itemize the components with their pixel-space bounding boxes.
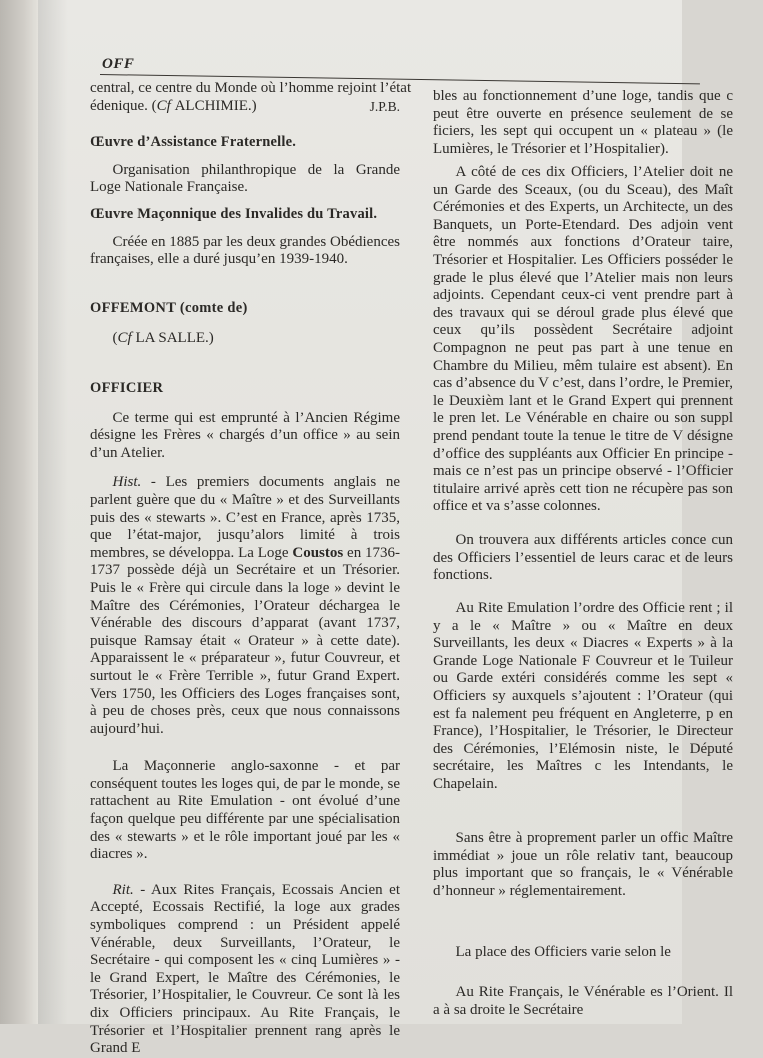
entry-text: Organisation philanthropique de la Grande Loge Nationale Française. bbox=[90, 161, 400, 196]
entry-text: Créée en 1885 par les deux grandes Obédiences françaises, elle a duré jusqu’en 1939-1940. bbox=[90, 233, 400, 268]
cf-abbrev: Cf bbox=[117, 329, 132, 346]
running-head: OFF bbox=[102, 56, 135, 72]
rit-label: Rit. bbox=[112, 881, 134, 898]
author-signature: J.P.B. bbox=[369, 98, 400, 114]
officier-rites: Rit. - Aux Rites Français, Ecossais Ancien et Accepté, Ecossais Rectifié, la loge aux grades symboliques comprend : un Président appelé Vénérable, deux Surveillants, l’Orateur, le Secrétaire - qui composent les « cinq Lumières » - le Grand Expert, le Maître des Cérémonies, le Trésorier, l’Hospitalier, le Couvreur. Ce sont là les dix Officiers principaux. Au Rite Français, le Trésorier et l’Hospitalier prennent rang après le Grand E bbox=[90, 881, 400, 1057]
entry-oeuvre-assistance bbox=[90, 134, 400, 197]
right-para-6: La place des Officiers varie selon le bbox=[455, 944, 671, 960]
cross-ref-la-salle[interactable]: LA SALLE.) bbox=[135, 329, 214, 346]
right-para-2: A côté de ces dix Officiers, l’Atelier doit ne un Garde des Sceaux, (ou du Sceau), des Maît Cérémonies et des Experts, un Architecte, un des Banquets, un Porte-Etendard. Des adjoin vent être nommés aux fonctions d’Orateur taire, Trésorier et Hospitalier. Les Officiers posséder le grade le plus élevé que l’Atelier mais non leurs adjoints. Cependant ceux-ci vent prendre part à des travaux qui se déroul grade plus élevé que ceux qu’ils possèdent Secrétaire adjoint Compagnon ne peut pas part à une tenue en Chambre du Milieu, mêm tulaire est absent). En cas d’absence du V c’est, dans l’ordre, le Premier, le Deuxièm lant et le Grand Expert qui prennent le pren let. Le Vénérable en chaire ou son suppl prend pendant toute la tenue le titre de V désigne d’office des suppléants aux Officier En principe - mais ce n’est pas un principe observé - l’Officier titulaire arrivé après cett tion ne récupère pas son office et va s’asse colonnes. bbox=[433, 164, 733, 515]
entry-title: OFFICIER bbox=[90, 380, 164, 396]
entry-oeuvre-invalides bbox=[90, 206, 400, 269]
right-para-7: Au Rite Français, le Vénérable es l’Orient. Il a à sa droite le Secrétaire bbox=[433, 984, 733, 1018]
book-page bbox=[38, 0, 733, 1057]
right-para-1: bles au fonctionnement d’une loge, tandis que c peut être ouverte en présence seulement de se ficiers, les sept qui occupent un « plateau » (le Lumières, le Trésorier et l’Hospitalier). bbox=[433, 88, 733, 157]
entry-title: Œuvre d’Assistance Fraternelle. bbox=[90, 134, 297, 150]
officier-maconnerie: La Maçonnerie anglo-saxonne - et par conséquent toutes les loges qui, de par le monde, se rattachent au Rite Emulation - ont évolué d’une façon quelque peu différente par une spécialisation des « stewarts » et le rôle important joué par les « diacres ». bbox=[90, 758, 400, 863]
entry-title: OFFEMONT (comte de) bbox=[90, 300, 248, 316]
cf-abbrev: Cf bbox=[156, 97, 171, 114]
book-spine-edge bbox=[0, 0, 38, 1024]
entry-title: Œuvre Maçonnique des Invalides du Travail. bbox=[90, 206, 378, 222]
officier-intro: Ce terme qui est emprunté à l’Ancien Régime désigne les Frères « chargés d’un office » au sein d’un Atelier. bbox=[90, 409, 400, 461]
cross-ref-alchimie[interactable]: ALCHIMIE.) bbox=[174, 97, 257, 114]
page-fold-shadow bbox=[38, 0, 68, 1024]
right-para-4: Au Rite Emulation l’ordre des Officie rent ; il y a le « Maître » ou « Maître en deux Surveillants, les deux « Diacres « Experts » à la Grande Loge Nationale F Couvreur et le Tuileur ou Garde extéri considérés comme les sept « Officiers sy auxquels s’ajoutent : l’Orateur (qui est fa nalement peu fréquent en Angleterre, p en France), l’Hospitalier, le Trésorier, le Directeur des Cérémonies, l’Elémosin niste, le Député secrétaire, les Maîtres c les Intendants, le Chapelain. bbox=[433, 600, 733, 792]
entry-officier bbox=[90, 380, 400, 1058]
continuation-line-2: édenique. (Cf ALCHIMIE.) J.P.B. bbox=[90, 97, 400, 114]
continuation-line: central, ce centre du Monde où l’homme rejoint l’état bbox=[90, 80, 412, 96]
right-para-5: Sans être à proprement parler un offic Maître immédiat » joue un rôle relativ tant, beaucoup plus important que so français, le « Vénérable d’honneur » réglementairement. bbox=[433, 830, 733, 899]
hist-label: Hist. bbox=[112, 474, 142, 491]
right-para-3: On trouvera aux différents articles conce cun des Officiers l’essentiel de leurs carac et de leurs fonctions. bbox=[433, 532, 733, 584]
officier-history: Hist. - Les premiers documents anglais ne parlent guère que du « Maître » et des Surveillants puis des « stewarts ». C’est en France, après 1735, que l’état-major, jusqu’alors limité à trois membres, se développa. La Loge Coustos en 1736-1737 possède déjà un Secrétaire et un Trésorier. Puis le « Frère qui circule dans la loge » devint le Maître des Cérémonies, l’Orateur déchargea le Vénérable des discours d’apparat (avant 1737, puisque Ramsay était « Orateur » à cette date). Apparaissent le « préparateur », futur Couvreur, et surtout le « Frère Terrible », futur Grand Expert. Vers 1750, les Officiers des Loges françaises sont, à peu de choses près, ceux que nous connaissons aujourd’hui. bbox=[90, 474, 401, 737]
entry-offemont bbox=[90, 300, 400, 347]
cross-reference: (Cf LA SALLE.) bbox=[112, 329, 214, 346]
coustos-name: Coustos bbox=[292, 544, 344, 561]
entry-continuation bbox=[90, 80, 412, 115]
